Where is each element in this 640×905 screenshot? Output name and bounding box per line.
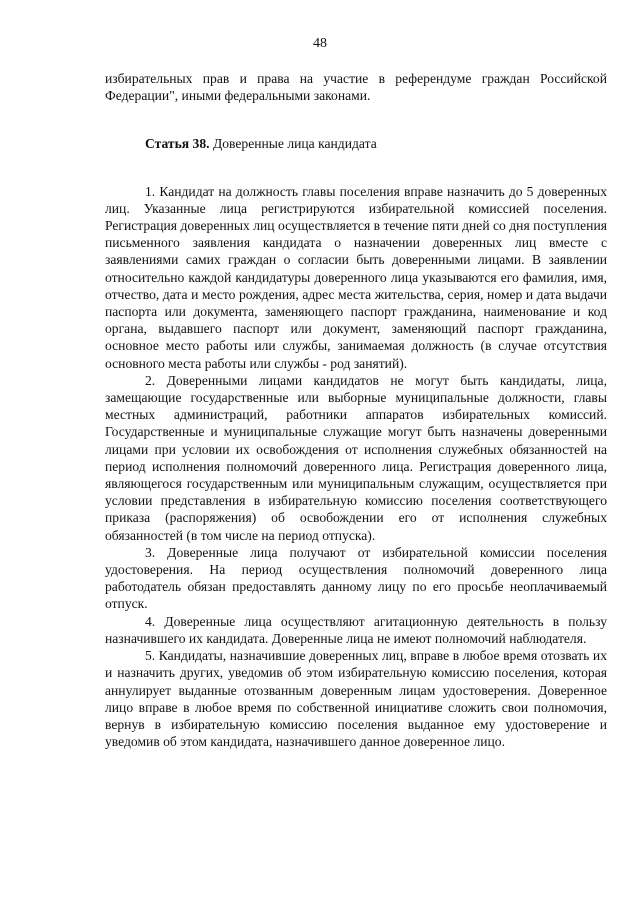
paragraph-4: 4. Доверенные лица осуществляют агитационную деятельность в пользу назначившего их кандидата. Доверенные лица не имеют полномочий наблюдателя. — [105, 613, 607, 646]
paragraph-2: 2. Доверенными лицами кандидатов не могут быть кандидаты, лица, замещающие государственные или выборные муниципальные должности, главы местных администраций, работники аппаратов избирательных комиссий. Государственные и муниципальные служащие могут быть назначены доверенными лицами при условии их освобождения от исполнения служебных обязанностей на период исполнения полномочий доверенного лица. Регистрация доверенного лица, являющегося государственным или муниципальным служащим, осуществляется при условии представления в избирательную комиссию поселения соответствующего приказа (распоряжения) об освобождении его от исполнения служебных обязанностей (в том числе на период отпуска). — [105, 372, 607, 543]
paragraph-3: 3. Доверенные лица получают от избирательной комиссии поселения удостоверения. На период осуществления полномочий доверенного лица работодатель обязан предоставлять данному лицу по его просьбе неоплачиваемый отпуск. — [105, 544, 607, 612]
article-heading — [105, 135, 607, 152]
document-body — [105, 70, 607, 750]
article-title: Доверенные лица кандидата — [212, 136, 377, 152]
paragraph-5: 5. Кандидаты, назначившие доверенных лиц, вправе в любое время отозвать их и назначить других, уведомив об этом избирательную комиссию поселения, которая аннулирует выданные отозванным доверенным лицам удостоверения. Доверенное лицо вправе в любое время по собственной инициативе сложить свои полномочия, вернув в избирательную комиссию поселения выданное ему удостоверение и уведомив об этом кандидата, назначившего данное доверенное лицо. — [105, 648, 607, 750]
page-number: 48 — [313, 36, 327, 51]
paragraph-1: 1. Кандидат на должность главы поселения вправе назначить до 5 доверенных лиц. Указанные лица регистрируются избирательной комиссией поселения. Регистрация доверенных лиц осуществляется в течение пяти дней со дня поступления письменного заявления кандидата о назначении доверенных лиц вместе с заявлениями самих граждан о согласии быть доверенными лицами. В заявлении относительно каждой кандидатуры доверенного лица указываются его фамилия, имя, отчество, дата и место рождения, адрес места жительства, серия, номер и дата выдачи паспорта или документа, заменяющего паспорт гражданина, наименование и код органа, выдавшего паспорт или документ, заменяющий паспорт гражданина, основное место работы или службы, занимаемая должность (в случае отсутствия основного места работы или службы - род занятий). — [105, 183, 607, 371]
article-label: Статья 38. — [145, 136, 210, 152]
intro-paragraph: избирательных прав и права на участие в референдуме граждан Российской Федерации", иными федеральными законами. — [105, 71, 607, 104]
